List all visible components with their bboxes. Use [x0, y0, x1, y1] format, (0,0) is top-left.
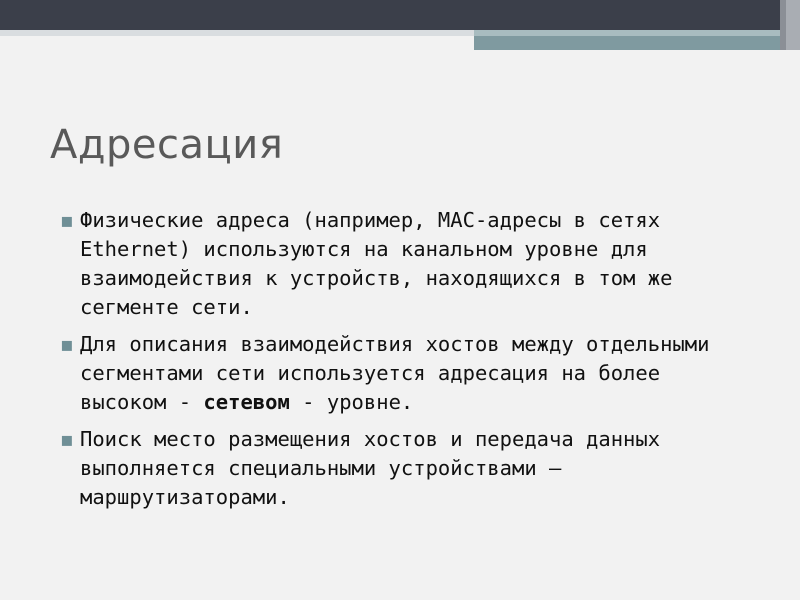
- bullet-icon: ▪: [60, 427, 74, 451]
- bullet-item-network-level: [58, 330, 748, 417]
- bullet-list: [58, 206, 748, 520]
- slide-title: Адресация: [50, 122, 284, 168]
- bullet-text-after: - уровне.: [289, 390, 414, 414]
- bullet-item-routers: [58, 425, 748, 512]
- bullet-text: Поиск место размещения хостов и передача данных выполняется специальными устройствами – маршрутизаторами.: [80, 427, 661, 509]
- bullet-text-before: Для описания взаимодействия хостов между отдельными сегментами сети используется адресация на более высоком -: [80, 332, 710, 414]
- corner-decor-block-inner: [786, 0, 800, 50]
- bullet-icon: ▪: [60, 208, 74, 232]
- accent-decor-strip-highlight: [474, 30, 780, 36]
- bullet-item-physical-addresses: [58, 206, 748, 322]
- bullet-text-emphasis: сетевом: [203, 390, 290, 414]
- top-decor-bar: [0, 0, 800, 30]
- bullet-text: Физические адреса (например, МАС-адресы в сетях Ethernet) используются на канальном уровне для взаимодействия к устройств, находящихся в том же сегменте сети.: [80, 208, 673, 319]
- bullet-icon: ▪: [60, 332, 74, 356]
